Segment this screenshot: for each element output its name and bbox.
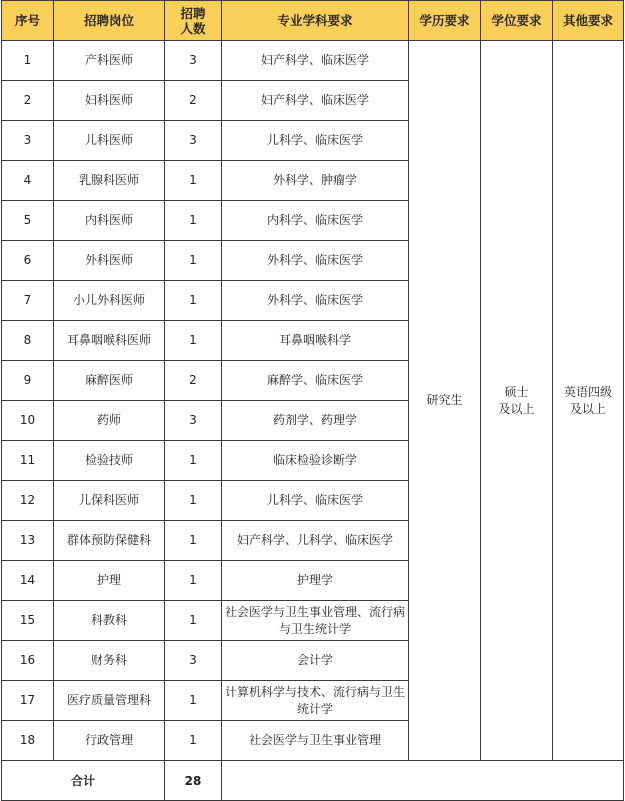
cell-count: 1 — [165, 281, 222, 321]
cell-major: 外科学、临床医学 — [222, 241, 409, 281]
table-footer — [2, 761, 624, 801]
cell-count: 1 — [165, 321, 222, 361]
cell-major: 妇产科学、临床医学 — [222, 81, 409, 121]
total-count: 28 — [165, 761, 222, 801]
cell-major: 药剂学、药理学 — [222, 401, 409, 441]
cell-count: 1 — [165, 521, 222, 561]
cell-position: 儿科医师 — [54, 121, 165, 161]
cell-count: 3 — [165, 401, 222, 441]
cell-seq: 12 — [2, 481, 54, 521]
cell-degree — [481, 41, 553, 761]
cell-position: 产科医师 — [54, 41, 165, 81]
cell-major: 护理学 — [222, 561, 409, 601]
cell-position: 儿保科医师 — [54, 481, 165, 521]
cell-position: 外科医师 — [54, 241, 165, 281]
cell-position: 科教科 — [54, 601, 165, 641]
cell-major: 外科学、临床医学 — [222, 281, 409, 321]
cell-major: 社会医学与卫生事业管理 — [222, 721, 409, 761]
cell-position: 麻醉医师 — [54, 361, 165, 401]
cell-seq: 3 — [2, 121, 54, 161]
cell-major: 外科学、肿瘤学 — [222, 161, 409, 201]
header-other: 其他要求 — [553, 1, 624, 41]
cell-seq: 10 — [2, 401, 54, 441]
cell-count: 3 — [165, 41, 222, 81]
cell-seq: 17 — [2, 681, 54, 721]
cell-position: 医疗质量管理科 — [54, 681, 165, 721]
cell-seq: 6 — [2, 241, 54, 281]
cell-seq: 15 — [2, 601, 54, 641]
cell-major: 妇产科学、临床医学 — [222, 41, 409, 81]
cell-count: 1 — [165, 561, 222, 601]
cell-count: 1 — [165, 201, 222, 241]
cell-major: 耳鼻咽喉科学 — [222, 321, 409, 361]
other-line2: 及以上 — [569, 401, 606, 416]
cell-position: 行政管理 — [54, 721, 165, 761]
cell-count: 1 — [165, 681, 222, 721]
header-major: 专业学科要求 — [222, 1, 409, 41]
cell-seq: 16 — [2, 641, 54, 681]
cell-seq: 9 — [2, 361, 54, 401]
cell-major: 会计学 — [222, 641, 409, 681]
cell-major: 妇产科学、儿科学、临床医学 — [222, 521, 409, 561]
cell-seq: 1 — [2, 41, 54, 81]
cell-seq: 14 — [2, 561, 54, 601]
cell-count: 1 — [165, 441, 222, 481]
cell-seq: 11 — [2, 441, 54, 481]
cell-position: 乳腺科医师 — [54, 161, 165, 201]
cell-count: 3 — [165, 121, 222, 161]
degree-line1: 硕士 — [504, 384, 529, 399]
header-count — [165, 1, 222, 41]
cell-other — [553, 41, 624, 761]
cell-major: 麻醉学、临床医学 — [222, 361, 409, 401]
other-line1: 英语四级 — [563, 384, 612, 399]
cell-major: 内科学、临床医学 — [222, 201, 409, 241]
header-education: 学历要求 — [409, 1, 481, 41]
header-position: 招聘岗位 — [54, 1, 165, 41]
cell-count: 2 — [165, 81, 222, 121]
header-degree: 学位要求 — [481, 1, 553, 41]
cell-major: 临床检验诊断学 — [222, 441, 409, 481]
total-label: 合计 — [2, 761, 165, 801]
cell-count: 3 — [165, 641, 222, 681]
cell-count: 1 — [165, 161, 222, 201]
cell-seq: 7 — [2, 281, 54, 321]
table-body — [2, 41, 624, 761]
recruitment-table — [1, 0, 624, 801]
cell-seq: 2 — [2, 81, 54, 121]
cell-position: 内科医师 — [54, 201, 165, 241]
cell-count: 1 — [165, 601, 222, 641]
header-seq: 序号 — [2, 1, 54, 41]
cell-major: 社会医学与卫生事业管理、流行病与卫生统计学 — [222, 601, 409, 641]
table-row — [2, 41, 624, 81]
cell-seq: 4 — [2, 161, 54, 201]
cell-major: 计算机科学与技术、流行病与卫生统计学 — [222, 681, 409, 721]
table-header — [2, 1, 624, 41]
total-empty — [222, 761, 624, 801]
degree-line2: 及以上 — [498, 401, 535, 416]
cell-seq: 8 — [2, 321, 54, 361]
header-count-line2: 人数 — [180, 20, 206, 36]
header-count-line1: 招聘 — [180, 5, 206, 21]
cell-education: 研究生 — [409, 41, 481, 761]
cell-position: 群体预防保健科 — [54, 521, 165, 561]
cell-position: 财务科 — [54, 641, 165, 681]
cell-count: 1 — [165, 481, 222, 521]
cell-seq: 5 — [2, 201, 54, 241]
cell-position: 小儿外科医师 — [54, 281, 165, 321]
cell-position: 护理 — [54, 561, 165, 601]
cell-seq: 18 — [2, 721, 54, 761]
cell-position: 妇科医师 — [54, 81, 165, 121]
cell-major: 儿科学、临床医学 — [222, 481, 409, 521]
cell-count: 2 — [165, 361, 222, 401]
cell-count: 1 — [165, 721, 222, 761]
cell-position: 药师 — [54, 401, 165, 441]
cell-count: 1 — [165, 241, 222, 281]
cell-position: 检验技师 — [54, 441, 165, 481]
cell-major: 儿科学、临床医学 — [222, 121, 409, 161]
cell-position: 耳鼻咽喉科医师 — [54, 321, 165, 361]
cell-seq: 13 — [2, 521, 54, 561]
